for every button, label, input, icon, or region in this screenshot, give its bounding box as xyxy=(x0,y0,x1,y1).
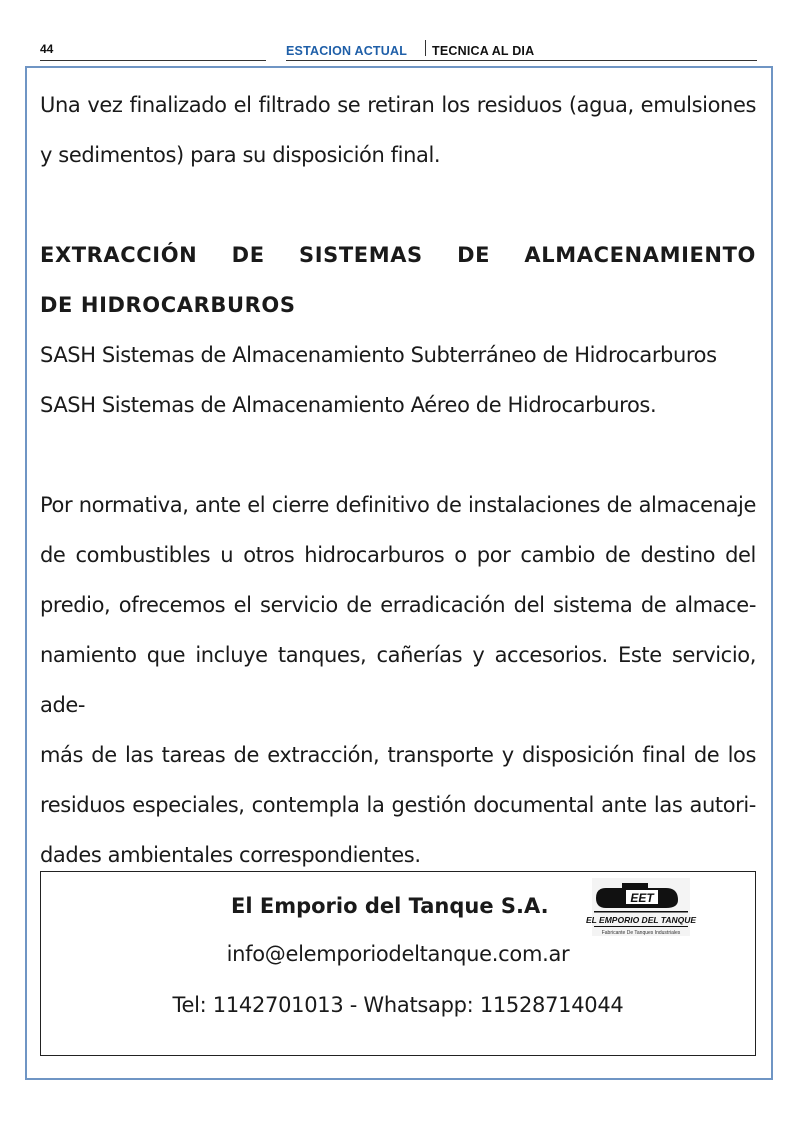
system-item: SASH Sistemas de Almacenamiento Aéreo de Hidrocarburos. xyxy=(40,393,657,417)
text-line: predio, ofrecemos el servicio de erradicación del sistema de almace- xyxy=(40,593,756,617)
heading-line: DE HIDROCARBUROS xyxy=(40,293,296,317)
system-list xyxy=(40,330,756,430)
section-subtitle: TECNICA AL DIA xyxy=(432,44,535,58)
contact-email: info@elemporiodeltanque.com.ar xyxy=(226,942,570,966)
body-paragraph xyxy=(40,480,756,880)
svg-text:Fabricante De Tanques Industri: Fabricante De Tanques Industriales xyxy=(601,930,681,936)
page-number: 44 xyxy=(40,42,54,56)
contact-box xyxy=(40,871,756,1056)
page-header xyxy=(40,38,757,62)
svg-text:EET: EET xyxy=(630,891,654,905)
svg-text:EL EMPORIO DEL TANQUE: EL EMPORIO DEL TANQUE xyxy=(585,915,697,925)
section-name: ESTACION ACTUAL xyxy=(286,44,408,58)
contact-phone: Tel: 1142701013 - Whatsapp: 11528714044 xyxy=(172,993,624,1017)
intro-paragraph xyxy=(40,80,756,180)
text-line: residuos especiales, contempla la gestión documental ante las autori- xyxy=(40,793,756,817)
text-line: Una vez finalizado el filtrado se retiran los residuos (agua, emulsiones xyxy=(40,93,756,117)
section-heading xyxy=(40,230,756,330)
company-name: El Emporio del Tanque S.A. xyxy=(231,894,549,918)
article-content xyxy=(40,80,756,880)
text-line: Por normativa, ante el cierre definitivo de instalaciones de almacenaje xyxy=(40,493,756,517)
text-line: namiento que incluye tanques, cañerías y accesorios. Este servicio, ade- xyxy=(40,643,756,717)
text-line: y sedimentos) para su disposición final. xyxy=(40,143,441,167)
header-rule-right xyxy=(286,60,757,61)
header-separator xyxy=(425,40,426,56)
heading-line: EXTRACCIÓN DE SISTEMAS DE ALMACENAMIENTO xyxy=(40,243,756,267)
tank-logo-icon xyxy=(585,878,697,936)
text-line: dades ambientales correspondientes. xyxy=(40,843,421,867)
text-line: de combustibles u otros hidrocarburos o por cambio de destino del xyxy=(40,543,756,567)
header-rule-left xyxy=(40,60,266,61)
company-logo xyxy=(585,878,697,936)
system-item: SASH Sistemas de Almacenamiento Subterráneo de Hidrocarburos xyxy=(40,343,717,367)
text-line: más de las tareas de extracción, transporte y disposición final de los xyxy=(40,743,756,767)
